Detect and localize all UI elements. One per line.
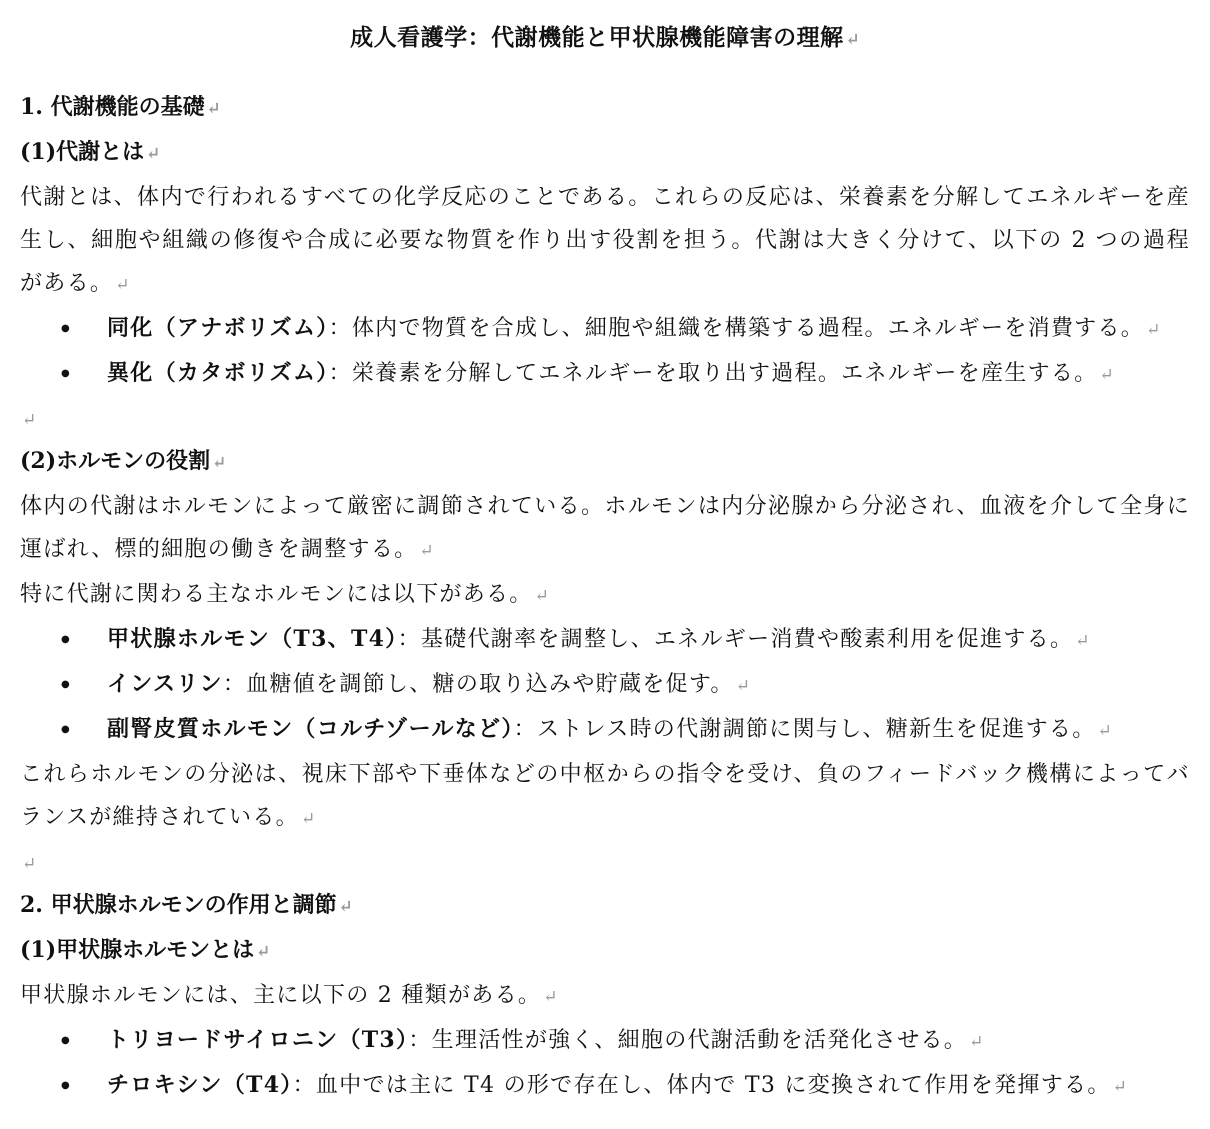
return-mark-icon: ↵ bbox=[212, 453, 227, 473]
thyroid-types-text: 甲状腺ホルモンには、主に以下の 2 種類がある。 bbox=[20, 983, 542, 1008]
hormone-list bbox=[20, 618, 1190, 753]
feedback-text: これらホルモンの分泌は、視床下部や下垂体などの中枢からの指令を受け、負のフィードバック機構によってバランスが維持されている。 bbox=[20, 762, 1190, 830]
hormone-intro-text: 特に代謝に関わる主なホルモンには以下がある。 bbox=[20, 582, 533, 607]
section1-sub2-heading bbox=[20, 440, 1190, 485]
list-item-text: ：体内で物質を合成し、細胞や組織を構築する過程。エネルギーを消費する。 bbox=[328, 316, 1145, 341]
return-mark-icon: ↵ bbox=[969, 1032, 984, 1052]
hormone-role-paragraph bbox=[20, 485, 1190, 573]
return-mark-icon: ↵ bbox=[1146, 320, 1161, 340]
return-mark-icon: ↵ bbox=[1112, 1077, 1127, 1097]
section1-heading bbox=[20, 86, 1190, 131]
return-mark-icon: ↵ bbox=[115, 275, 130, 295]
return-mark-icon: ↵ bbox=[1075, 631, 1090, 651]
return-mark-icon: ↵ bbox=[300, 809, 316, 829]
section1-sub2-heading-text: (2)ホルモンの役割 bbox=[20, 448, 211, 474]
list-item-term: 同化（アナボリズム） bbox=[107, 315, 329, 341]
return-mark-icon: ↵ bbox=[22, 854, 37, 874]
metabolism-definition-paragraph bbox=[20, 176, 1190, 307]
return-mark-icon: ↵ bbox=[206, 99, 221, 119]
list-item-term: 甲状腺ホルモン（T3、T4） bbox=[107, 626, 398, 652]
section2-heading bbox=[20, 884, 1190, 929]
thyroid-hormone-list bbox=[20, 1019, 1190, 1109]
hormone-role-text: 体内の代謝はホルモンによって厳密に調節されている。ホルモンは内分泌腺から分泌され、血液を介して全身に運ばれ、標的細胞の働きを調整する。 bbox=[20, 494, 1190, 562]
list-item-term: インスリン bbox=[107, 671, 223, 697]
list-item-text: ：生理活性が強く、細胞の代謝活動を活発化させる。 bbox=[408, 1028, 968, 1053]
list-item-t4 bbox=[107, 1064, 1190, 1109]
list-item-term: チロキシン（T4） bbox=[107, 1072, 293, 1098]
list-item-catabolism bbox=[107, 352, 1190, 397]
list-item-text: ：栄養素を分解してエネルギーを取り出す過程。エネルギーを産生する。 bbox=[328, 361, 1098, 386]
list-item-term: 異化（カタボリズム） bbox=[107, 360, 329, 386]
document-title bbox=[20, 0, 1190, 54]
thyroid-types-paragraph bbox=[20, 974, 1190, 1019]
empty-paragraph bbox=[20, 841, 1190, 884]
list-item-text: ：基礎代謝率を調整し、エネルギー消費や酸素利用を促進する。 bbox=[397, 627, 1074, 652]
list-item-thyroid-hormone bbox=[107, 618, 1190, 663]
return-mark-icon: ↵ bbox=[419, 541, 434, 561]
empty-paragraph bbox=[20, 397, 1190, 440]
list-item-text: ：血糖値を調節し、糖の取り込みや貯蔵を促す。 bbox=[222, 672, 734, 697]
metabolism-process-list bbox=[20, 307, 1190, 397]
return-mark-icon: ↵ bbox=[146, 144, 161, 164]
return-mark-icon: ↵ bbox=[543, 987, 558, 1007]
list-item-t3 bbox=[107, 1019, 1190, 1064]
feedback-paragraph bbox=[20, 753, 1190, 841]
list-item-corticosteroid bbox=[107, 708, 1190, 753]
section2-heading-text: 2. 甲状腺ホルモンの作用と調節 bbox=[20, 892, 337, 918]
list-item-text: ：ストレス時の代謝調節に関与し、糖新生を促進する。 bbox=[513, 717, 1096, 742]
section2-sub1-heading bbox=[20, 929, 1190, 974]
return-mark-icon: ↵ bbox=[735, 676, 750, 696]
list-item-term: トリヨードサイロニン（T3） bbox=[107, 1027, 409, 1053]
return-mark-icon: ↵ bbox=[22, 410, 37, 430]
section1-sub1-heading-text: (1)代謝とは bbox=[20, 139, 145, 165]
section1-heading-text: 1. 代謝機能の基礎 bbox=[20, 94, 205, 120]
list-item-anabolism bbox=[107, 307, 1190, 352]
return-mark-icon: ↵ bbox=[1099, 365, 1114, 385]
section1-sub1-heading bbox=[20, 131, 1190, 176]
return-mark-icon: ↵ bbox=[256, 942, 271, 962]
list-item-term: 副腎皮質ホルモン（コルチゾールなど） bbox=[107, 716, 514, 742]
list-item-insulin bbox=[107, 663, 1190, 708]
hormone-intro-paragraph bbox=[20, 573, 1190, 618]
document-title-text: 成人看護学：代謝機能と甲状腺機能障害の理解 bbox=[350, 24, 844, 51]
section2-sub1-heading-text: (1)甲状腺ホルモンとは bbox=[20, 937, 255, 963]
return-mark-icon: ↵ bbox=[338, 897, 353, 917]
metabolism-definition-text: 代謝とは、体内で行われるすべての化学反応のことである。これらの反応は、栄養素を分解してエネルギーを産生し、細胞や組織の修復や合成に必要な物質を作り出す役割を担う。代謝は大きく分けて、以下の 2 つの過程がある。 bbox=[20, 185, 1190, 296]
return-mark-icon: ↵ bbox=[1097, 721, 1112, 741]
list-item-text: ：血中では主に T4 の形で存在し、体内で T3 に変換されて作用を発揮する。 bbox=[292, 1073, 1111, 1098]
return-mark-icon: ↵ bbox=[845, 30, 860, 50]
return-mark-icon: ↵ bbox=[534, 586, 549, 606]
